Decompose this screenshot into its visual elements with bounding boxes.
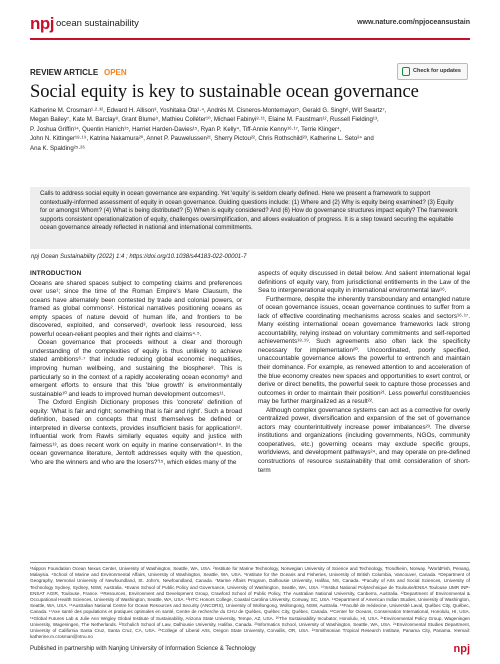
author-line[interactable]: P. Joshua Griffin¹⁴, Quentin Hanich¹⁵, Harriet Harden-Davies¹⁵, Ryan P. Kelly⁴, Tiff-Annie Kenny¹⁶·¹⁷, Terrie Klinger⁴, — [30, 125, 342, 133]
journal-url[interactable]: www.nature.com/npjoceansustain — [357, 19, 470, 26]
article-title: Social equity is key to sustainable ocean governance — [30, 82, 419, 102]
check-updates-label: Check for updates — [413, 68, 461, 74]
section-heading-introduction: INTRODUCTION — [30, 270, 82, 277]
journal-header — [0, 0, 500, 46]
body-paragraph: aspects of equity discussed in detail below. And salient international legal definitions of equity vary, from jurisdictional entitlements in the Law of the Sea to intergenerational equity in international environmental law¹⁶. — [258, 270, 470, 295]
publisher-note: Published in partnership with Nanjing University of Information Science & Technology — [30, 646, 256, 652]
body-paragraph: The Oxford English Dictionary proposes this 'concrete' definition of equity: 'What is fair and right; something that is fair and right'. Such a broad definition, based on concepts that must themselves be defined or interpreted in diverse contexts, provides insufficient basis for application¹². Influential work from Rawls similarly equates equity and justice with fairness¹³, as does recent work on equity in marine conservation¹⁴. In the ocean governance literature, Jentoft addresses equity with the question, 'who are the winners and who are the losers?'¹⁵, which elides many of the — [30, 399, 242, 467]
article-type: REVIEW ARTICLE — [30, 68, 99, 77]
header-rule — [30, 38, 470, 40]
body-column-left — [30, 270, 242, 468]
affiliations-footnote: ¹Nippon Foundation Ocean Nexus Center, University of Washington, Seattle, WA, USA. ²Institute for Marine Technology, Norwegian University of Science and Technology, Trondheim, Norway. ³WorldFish, Penang, Malaysia. ⁴School of Marine and Environmental Affairs, University of Washington, Seattle, WA, USA. ⁵Institute for the Oceans and Fisheries, University of British Columbia, Vancouver, Canada. ⁶Department of Geography, Memorial University of Newfoundland, St. John's, Newfoundland, Canada. ⁷Marine Affairs Program, Dalhousie University, Halifax, NS, Canada. ⁸Faculty of Arts and Social Sciences, University of Technology Sydney, Sydney, NSW, Australia. ⁹Evans School of Public Policy and Governance, University of Washington, Seattle, WA, USA. ¹⁰Institut National Polytechnique de Toulouse/ENSA Toulouse UMR INP-ENSAT AGIR, Toulouse, France. ¹¹Resources, Environment and Development Group, Crawford School of Public Policy, The Australian National University, Canberra, Australia. ¹²Department of Environmental & Occupational Health Sciences, University of Washington, Seattle, WA, USA. ¹³HTC Honors College, Coastal Carolina University, Conway, SC, USA. ¹⁴Department of American Indian Studies, University of Washington, Seattle, WA, USA. ¹⁵Australian National Centre for Ocean Resources and Security (ANCORS), University of Wollongong, Wollongong, NSW, Australia. ¹⁶Faculté de médecine, Université Laval, Québec City, Québec, Canada. ¹⁷Axe santé des populations et pratiques optimales en santé, Centre de recherche du CHU de Québec, Québec City, Québec, Canada. ¹⁸Center for Oceans, Conservation International, Honolulu, HI, USA. ¹⁹Global Futures Lab & Julie Ann Wrigley Global Institute of Sustainability, Arizona State University, Tempe, AZ, USA. ²⁰The Sustainability Incubator, Honolulu, HI, USA. ²¹Environmental Policy Group, Wageningen University, Wageningen, The Netherlands. ²²Schulich School of Law, Dalhousie University, Halifax, Canada. ²³Informatics School, University of Washington, Seattle, WA, USA. ²⁴Environmental Studies Department, University of California Santa Cruz, Santa Cruz, CA, USA. ²⁵College of Liberal Arts, Oregon State University, Corvallis, OR, USA. ²⁶Smithsonian Tropical Research Institute, Panama City, Panama. ✉email: katherine.m.crosman@ntnu.no — [30, 562, 470, 640]
author-line[interactable]: Katherine M. Crosman¹·²·³², Edward H. Allison³, Yoshitaka Ota¹·⁴, Andrés M. Cisneros-Montemayor⁵, Gerald G. Singh⁶, Wilf Swartz⁷, — [30, 107, 387, 114]
abstract-box — [30, 187, 470, 249]
check-updates-icon — [402, 67, 410, 76]
open-access-badge: OPEN — [104, 68, 127, 77]
journal-name: ocean sustainability — [56, 18, 139, 29]
author-line[interactable]: John N. Kittinger¹⁸·¹⁹, Katrina Nakamura²⁰, Annet P. Pauwelussen²¹, Sherry Pictou²², Chris Rothschild²³, Katherine L. Seto²⁴ and — [30, 135, 374, 143]
npj-logo: npj — [30, 14, 54, 33]
body-paragraph: Although complex governance systems can act as a corrective for overly centralized power, diversification and expansion of the set of governance actors may counterintuitively increase power imbalances²³. The diverse institutions and organizations (including governments, NGOs, community cooperatives, etc.) governing oceans may exclude specific groups, worldviews, and development pathways²⁴, and may operate on pre-defined constructions of resource sustainability that omit consideration of short-term — [258, 406, 470, 474]
author-line[interactable]: Ana K. Spalding²⁵·²⁶ — [30, 144, 85, 152]
npj-footer-logo: npj — [453, 643, 470, 655]
check-for-updates-button[interactable] — [397, 63, 468, 80]
body-column-right — [258, 270, 470, 475]
body-paragraph: Oceans are shared spaces subject to competing claims and preferences over use¹; since the time of the Roman Empire's Mare Clausum, the oceans have alternately been contested by trade and colonial powers, or framed as global commons². Historical narratives positioning oceans as empty spaces of nature devoid of human life, and frontiers to be discovered, exploited, and conserved³, overlook less resourced, less powerful ocean-reliant peoples and their rights and claims⁴·⁵. — [30, 279, 242, 338]
author-line[interactable]: Megan Bailey⁷, Kate M. Barclay⁸, Grant Blume⁹, Mathieu Colléter¹⁰, Michael Fabinyi⁸·¹¹, Elaine M. Faustman¹², Russell Fielding¹³, — [30, 116, 379, 124]
author-list — [30, 106, 470, 153]
citation-line[interactable]: npj Ocean Sustainability (2022) 1:4 ; https://doi.org/10.1038/s44183-022-00001-7 — [31, 254, 247, 260]
abstract-text: Calls to address social equity in ocean governance are expanding. Yet 'equity' is seldom clearly defined. Here we present a framework to support contextually-informed assessment of equity in ocean governance. Guiding questions include: (1) Where and (2) Why is equity being examined? (3) Equity for or amongst Whom? (4) What is being distributed? (5) When is equity considered? And (6) How do governance structures impact equity? The framework supports consistent operationalization of equity, challenges oversimplification, and allows evaluation of progress. It is a step toward securing the equitable ocean governance already reflected in national and international commitments. — [40, 190, 458, 232]
body-paragraph: Furthermore, despite the inherently transboundary and entangled nature of ocean governance issues, ocean governance continues to suffer from a lack of effective coordinating mechanisms across scales and sectors¹⁶·¹⁷. Many existing international ocean governance frameworks lack strong accountability, relying instead on voluntary commitments and self-reported achievements¹⁸·¹⁹. Such agreements also often lack the specificity necessary for implementation²⁰. Uncoordinated, poorly specified, unaccountable governance allows the powerful to entrench and maintain their dominance. For example, as renewed attention to and acceleration of the blue economy creates new spaces and opportunities to exert control, or derive or direct benefits, the powerful seek to capture those processes and outcomes in order to maintain their position²¹. Less powerful constituencies may be further marginalized as a result²². — [258, 295, 470, 406]
body-paragraph: Ocean governance that proceeds without a clear and thorough understanding of the complexities of equity is thus unlikely to achieve stated ambitions⁶·⁷ that include reducing global economic inequalities, improving human wellbeing, and sustaining the biosphere⁸. This is particularly so in the context of a rapidly accelerating ocean economy⁹ and emergent efforts to ensure that this 'blue growth' is environmentally sustainable¹⁰ and leads to improved human development outcomes¹¹. — [30, 339, 242, 398]
